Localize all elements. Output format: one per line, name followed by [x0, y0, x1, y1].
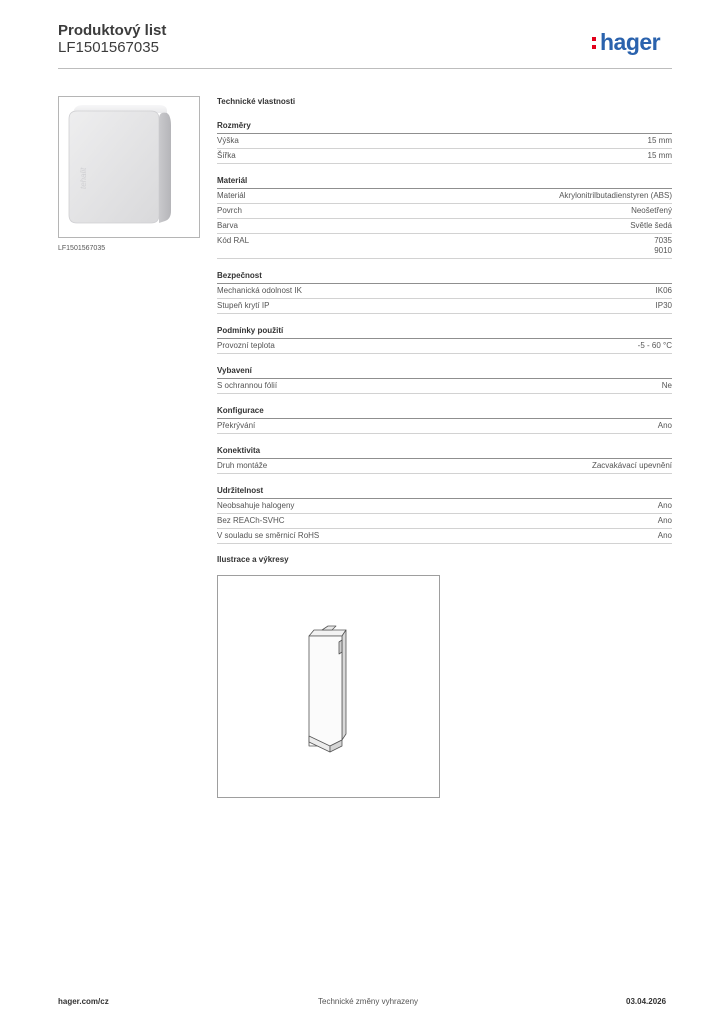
spec-row — [217, 134, 672, 149]
spec-label: V souladu se směrnicí RoHS — [217, 531, 320, 540]
spec-row — [217, 149, 672, 164]
spec-group-connectivity — [217, 445, 672, 474]
spec-value: 15 mm — [647, 136, 672, 145]
spec-row — [217, 529, 672, 544]
spec-value: Neošetřený — [631, 206, 672, 215]
spec-label: Výška — [217, 136, 239, 145]
spec-label: Bez REACh-SVHC — [217, 516, 285, 525]
spec-row — [217, 379, 672, 394]
spec-row — [217, 284, 672, 299]
spec-value: Akrylonitrilbutadienstyren (ABS) — [559, 191, 672, 200]
spec-row — [217, 219, 672, 234]
hager-logo — [592, 28, 674, 56]
end-cap-photo-icon — [59, 97, 199, 237]
spec-group-title: Materiál — [217, 175, 672, 189]
spec-row — [217, 189, 672, 204]
specs-title: Technické vlastnosti — [217, 97, 296, 106]
spec-label: Šířka — [217, 151, 236, 160]
logo-dots-icon — [592, 37, 597, 51]
spec-value: 15 mm — [647, 151, 672, 160]
illustrations-title: Ilustrace a výkresy — [217, 555, 289, 564]
spec-value: Ano — [657, 421, 672, 430]
page-title: Produktový list — [58, 22, 167, 39]
spec-group-title: Podmínky použití — [217, 325, 672, 339]
spec-group-conditions — [217, 325, 672, 354]
spec-group-material — [217, 175, 672, 259]
spec-row — [217, 419, 672, 434]
spec-row — [217, 234, 672, 259]
spec-row — [217, 514, 672, 529]
illustration-drawing — [217, 575, 440, 798]
spec-label: Kód RAL — [217, 236, 250, 245]
footer-website[interactable]: hager.com/cz — [58, 997, 109, 1006]
product-imprint: tehalit — [79, 167, 88, 189]
spec-row — [217, 459, 672, 474]
spec-value: Světle šedá — [630, 221, 672, 230]
spec-group-title: Konfigurace — [217, 405, 672, 419]
spec-group-title: Bezpečnost — [217, 270, 672, 284]
spec-value-multi — [654, 236, 672, 256]
spec-group-title: Konektivita — [217, 445, 672, 459]
spec-value: Ano — [657, 531, 672, 540]
footer-date: 03.04.2026 — [626, 997, 667, 1006]
spec-label: Druh montáže — [217, 461, 268, 470]
spec-row — [217, 499, 672, 514]
spec-group-dimensions — [217, 120, 672, 164]
header-divider — [58, 68, 672, 69]
spec-value: 7035 — [654, 236, 672, 245]
spec-value: Ano — [657, 516, 672, 525]
spec-group-title: Vybavení — [217, 365, 672, 379]
spec-group-equipment — [217, 365, 672, 394]
spec-label: Neobsahuje halogeny — [217, 501, 295, 510]
spec-row — [217, 204, 672, 219]
spec-row — [217, 299, 672, 314]
spec-value: Ano — [657, 501, 672, 510]
spec-value: -5 - 60 °C — [637, 341, 672, 350]
spec-group-title: Rozměry — [217, 120, 672, 134]
spec-group-title: Udržitelnost — [217, 485, 672, 499]
spec-group-configuration — [217, 405, 672, 434]
spec-label: Mechanická odolnost IK — [217, 286, 302, 295]
spec-label: Překrývání — [217, 421, 256, 430]
spec-value: IP30 — [655, 301, 672, 310]
spec-value: IK06 — [655, 286, 672, 295]
spec-group-sustainability — [217, 485, 672, 544]
spec-label: Barva — [217, 221, 238, 230]
spec-label: Provozní teplota — [217, 341, 275, 350]
logo-text: hager — [600, 29, 661, 55]
spec-value: Zacvakávací upevnění — [591, 461, 672, 470]
product-image — [58, 96, 200, 238]
end-cap-drawing-icon — [218, 576, 439, 797]
spec-group-safety — [217, 270, 672, 314]
spec-label: Povrch — [217, 206, 242, 215]
spec-row — [217, 339, 672, 354]
spec-label: Materiál — [217, 191, 246, 200]
spec-value: 9010 — [654, 246, 672, 255]
spec-label: S ochrannou fólií — [217, 381, 278, 390]
technical-specs — [217, 96, 672, 555]
spec-value: Ne — [661, 381, 672, 390]
product-code: LF1501567035 — [58, 39, 159, 56]
footer-notice: Technické změny vyhrazeny — [318, 997, 419, 1006]
product-image-caption: LF1501567035 — [58, 245, 106, 252]
spec-label: Stupeň krytí IP — [217, 301, 270, 310]
